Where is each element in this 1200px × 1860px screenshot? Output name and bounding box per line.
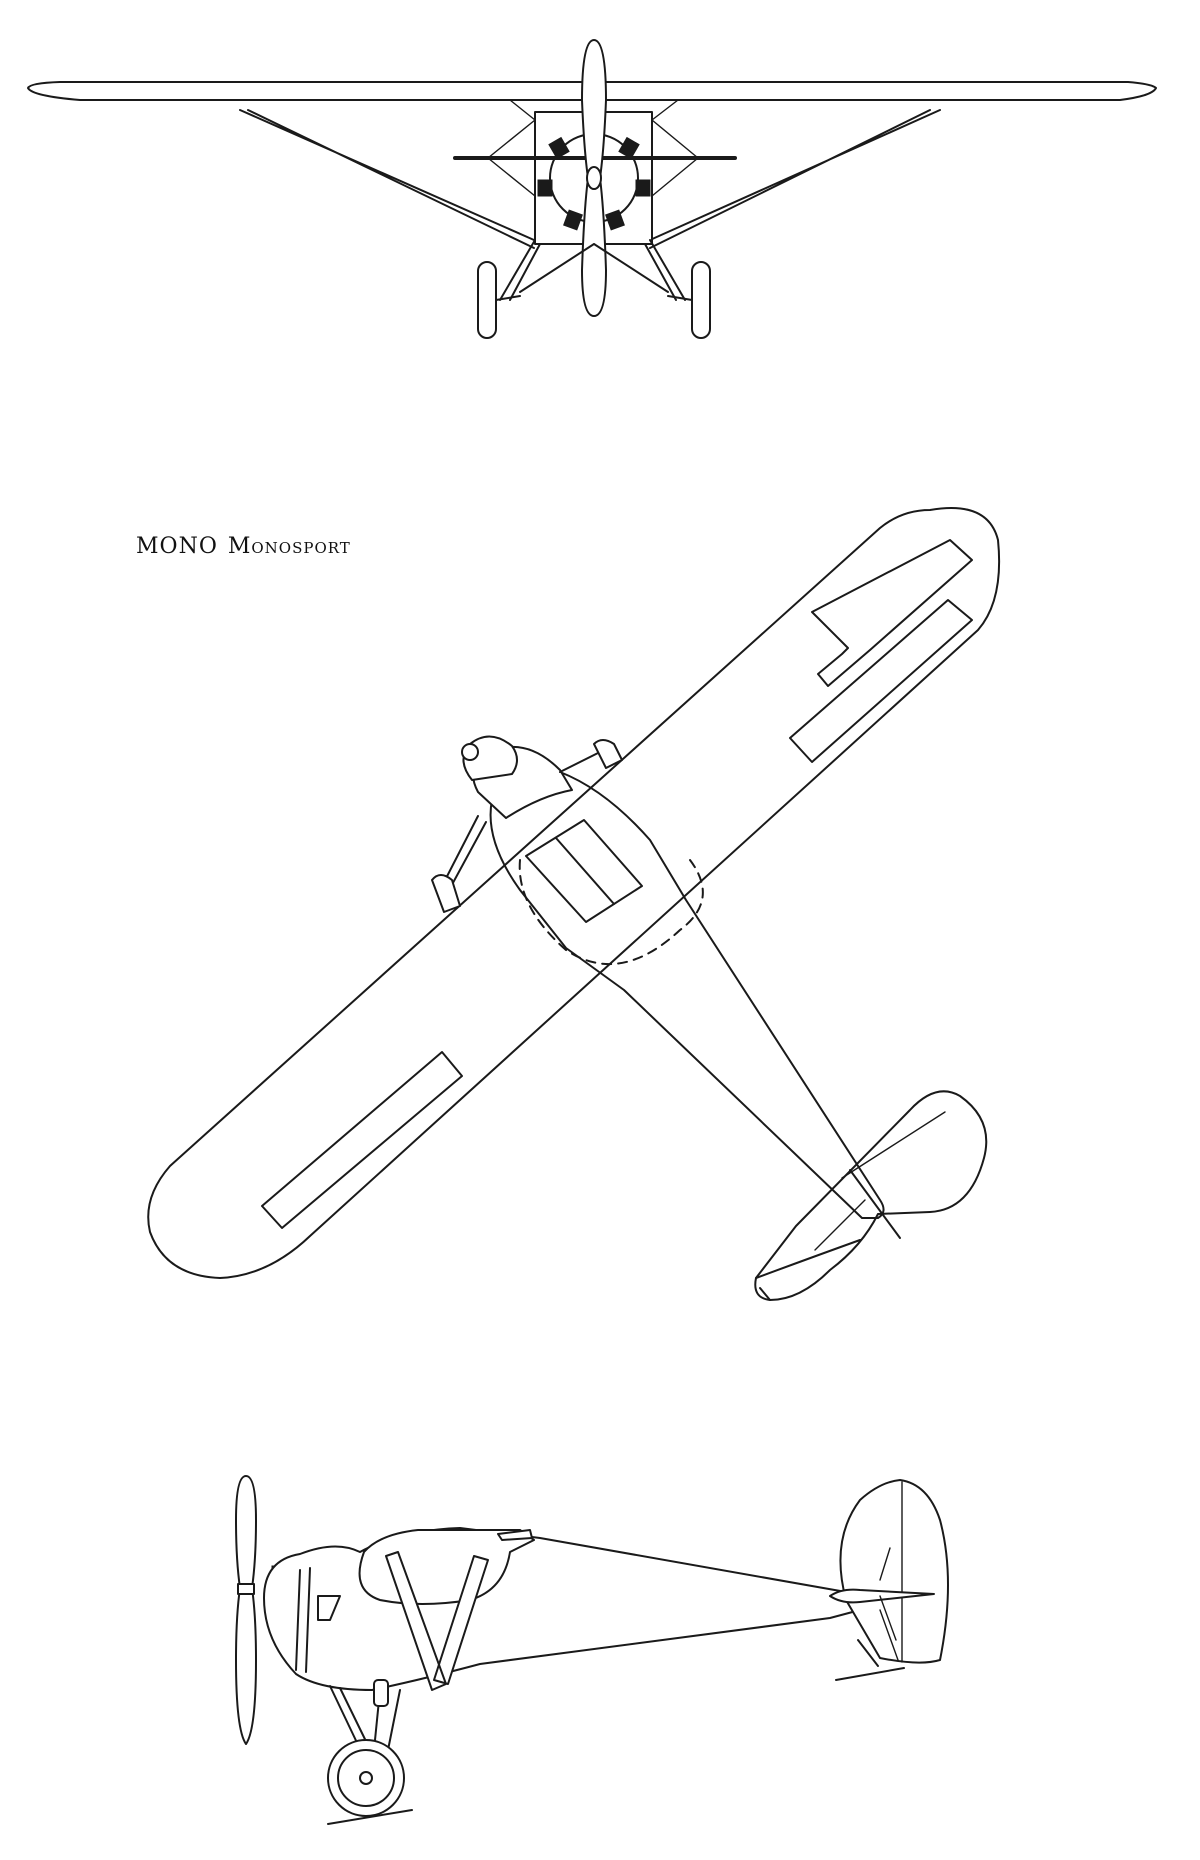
side-view xyxy=(236,1476,948,1824)
side-propeller xyxy=(236,1476,256,1744)
side-shock xyxy=(374,1680,388,1706)
top-wheel-left xyxy=(432,875,460,912)
front-spinner xyxy=(587,167,601,189)
front-wing-strut-left xyxy=(240,110,534,248)
aircraft-maker: MONO xyxy=(136,534,218,559)
side-wheel xyxy=(328,1740,404,1816)
top-strut-right xyxy=(560,752,600,772)
side-hub xyxy=(238,1584,254,1594)
top-tailplane xyxy=(755,1091,986,1300)
front-wing-strut-right xyxy=(650,110,940,248)
top-spinner xyxy=(462,744,478,760)
front-view xyxy=(28,40,1156,338)
aircraft-model: Monosport xyxy=(227,534,351,559)
front-wheel-right xyxy=(692,262,710,338)
side-fuselage xyxy=(264,1528,863,1690)
front-wheel-left xyxy=(478,262,496,338)
top-view xyxy=(148,508,999,1300)
